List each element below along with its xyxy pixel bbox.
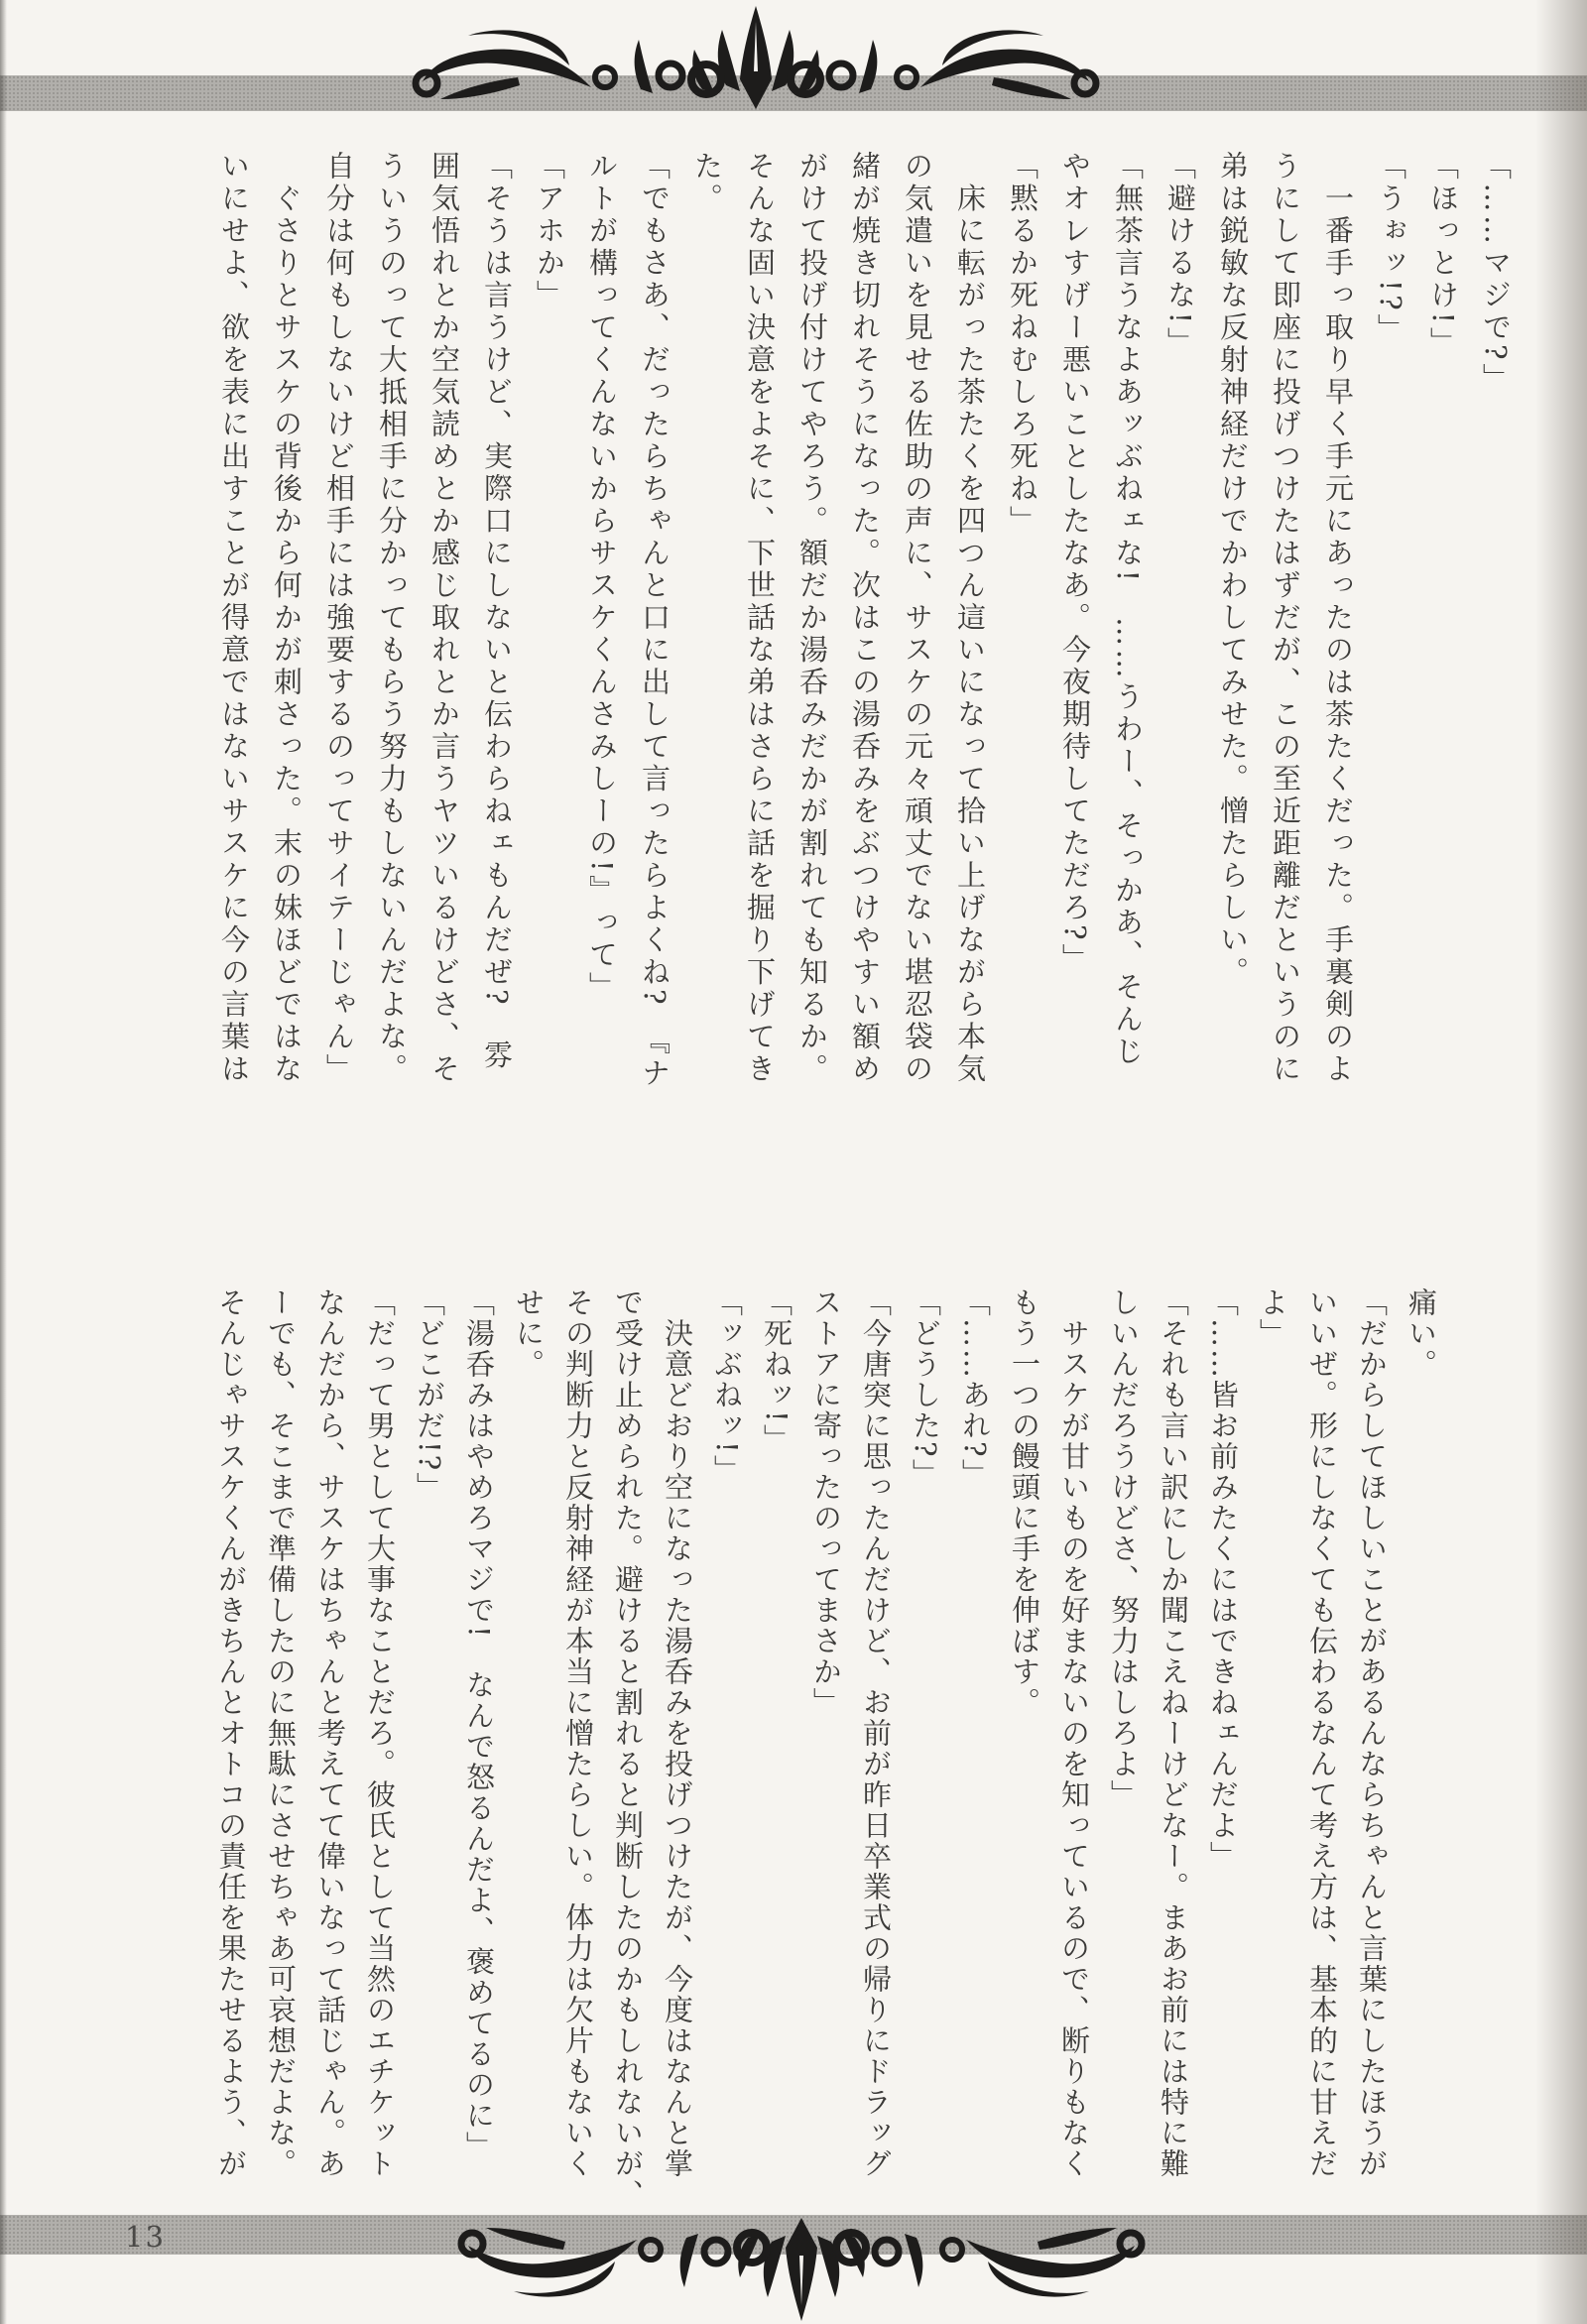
text-column: 「ほっとけ!」	[1426, 151, 1460, 360]
text-column: ルトが構ってくんないからサスケくんさみしーの!』って」	[585, 151, 619, 1005]
text-column: せに。	[512, 1287, 546, 1380]
page-number: 13	[125, 2220, 166, 2254]
text-column: 緒が焼き切れそうになった。次はこの湯呑みをぶつけやすい額め	[848, 151, 882, 1086]
text-column: 「うぉッ!?」	[1374, 151, 1407, 346]
text-column: 「湯呑みはやめろマジで! なんで怒るんだよ、褒めてるのに」	[462, 1287, 496, 2162]
text-column: 自分は何もしないけど相手には強要するのってサイテーじゃん」	[322, 151, 356, 1086]
text-column: 「……あれ?」	[958, 1287, 992, 1490]
text-column: ぐさりとサスケの背後から何かが刺さった。末の妹ほどではな	[270, 151, 304, 1086]
floral-flourish-top-icon	[379, 6, 1133, 109]
text-column: その判断力と反射神経が本当に憎たらしい。体力は欠片もないく	[561, 1287, 595, 2179]
text-column: 「そうは言うけど、実際口にしないと伝わらねェもんだぜ? 雰	[480, 151, 514, 1073]
page-gutter-shadow	[1535, 0, 1587, 2324]
text-column: 「ッぶねッ!」	[710, 1287, 744, 1486]
text-column: 「それも言い訳にしか聞こえねーけどなー。まあお前には特に難	[1157, 1287, 1190, 2179]
text-column: 「黙るか死ねむしろ死ね」	[1006, 151, 1039, 538]
text-column: 「だからしてほしいことがあるんならちゃんと言葉にしたほうが	[1355, 1287, 1389, 2179]
text-column: 「無茶言うなよあッぶねェな! ……うわー、そっかあ、そんじ	[1111, 151, 1145, 1069]
text-column: いいぜ。形にしなくても伝わるなんて考え方は、基本的に甘えだ	[1305, 1287, 1339, 2179]
page-edge-shadow	[0, 0, 7, 2324]
text-block-top	[207, 151, 1522, 1148]
text-column: 決意どおり空になった湯呑みを投げつけたが、今度はなんと掌	[661, 1287, 694, 2179]
text-column: よ」	[1256, 1287, 1289, 1349]
text-column: サスケが甘いものを好まないのを知っているので、断りもなく	[1057, 1287, 1091, 2179]
text-column: 弟は鋭敏な反射神経だけでかわしてみせた。憎たらしい。	[1216, 151, 1250, 989]
text-column: た。	[690, 151, 724, 215]
text-column: 囲気悟れとか空気読めとか感じ取れとか言うヤツいるけどさ、そ	[427, 151, 461, 1086]
text-block-bottom	[206, 1287, 1446, 2228]
text-column: 「アホか」	[533, 151, 566, 312]
text-column: 「どこがだ!?」	[413, 1287, 446, 1504]
text-column: 「どうした?」	[909, 1287, 942, 1490]
text-column: の気遣いを見せる佐助の声に、サスケの元々頑丈でない堪忍袋の	[901, 151, 934, 1086]
text-column: ーでも、そこまで準備したのに無駄にさせちゃあ可哀想だよな。	[264, 1287, 298, 2179]
text-column: そんな固い決意をよそに、下世話な弟はさらに話を掘り下げてき	[743, 151, 777, 1086]
text-column: で受け止められた。避けると割れると判断したのかもしれないが、	[611, 1287, 645, 2210]
text-column: うにして即座に投げつけたはずだが、この至近距離だというのに	[1269, 151, 1302, 1086]
text-column: 一番手っ取り早く手元にあったのは茶たくだった。手裏剣のよ	[1321, 151, 1355, 1086]
text-column: がけて投げ付けてやろう。額だか湯呑みだかが割れても知るか。	[795, 151, 829, 1086]
text-column: やオレすげー悪いことしたなあ。今夜期待してただろ?」	[1058, 151, 1092, 976]
floral-flourish-bottom-icon	[425, 2218, 1178, 2321]
text-column: しいんだろうけどさ、努力はしろよ」	[1107, 1287, 1141, 1810]
text-column: いにせよ、欲を表に出すことが得意ではないサスケに今の言葉は	[217, 151, 251, 1086]
text-column: ういうのって大抵相手に分かってもらう努力もしないんだよな。	[375, 151, 409, 1086]
text-column: 「だって男として大事なことだろ。彼氏として当然のエチケット	[363, 1287, 397, 2179]
text-column: 「今唐突に思ったんだけど、お前が昨日卒業式の帰りにドラッグ	[859, 1287, 893, 2179]
text-column: 「……皆お前みたくにはできねェんだよ」	[1206, 1287, 1240, 1872]
text-column: 床に転がった茶たくを四つん這いになって拾い上げながら本気	[953, 151, 987, 1086]
text-column: 「でもさあ、だったらちゃんと口に出して言ったらよくね? 『ナ	[638, 151, 671, 1091]
text-column: もう一つの饅頭に手を伸ばす。	[1008, 1287, 1041, 1718]
text-column: ストアに寄ったのってまさか」	[809, 1287, 843, 1718]
text-column: 「避けるな!」	[1163, 151, 1197, 360]
text-column: なんだから、サスケはちゃんと考えてて偉いなって話じゃん。あ	[313, 1287, 347, 2179]
text-column: そんじゃサスケくんがきちんとオトコの責任を果たせるよう、が	[214, 1287, 248, 2179]
text-column: 「死ねッ!」	[760, 1287, 794, 1455]
text-column: 痛い。	[1404, 1287, 1438, 1380]
text-column: 「……マジで?」	[1479, 151, 1513, 396]
